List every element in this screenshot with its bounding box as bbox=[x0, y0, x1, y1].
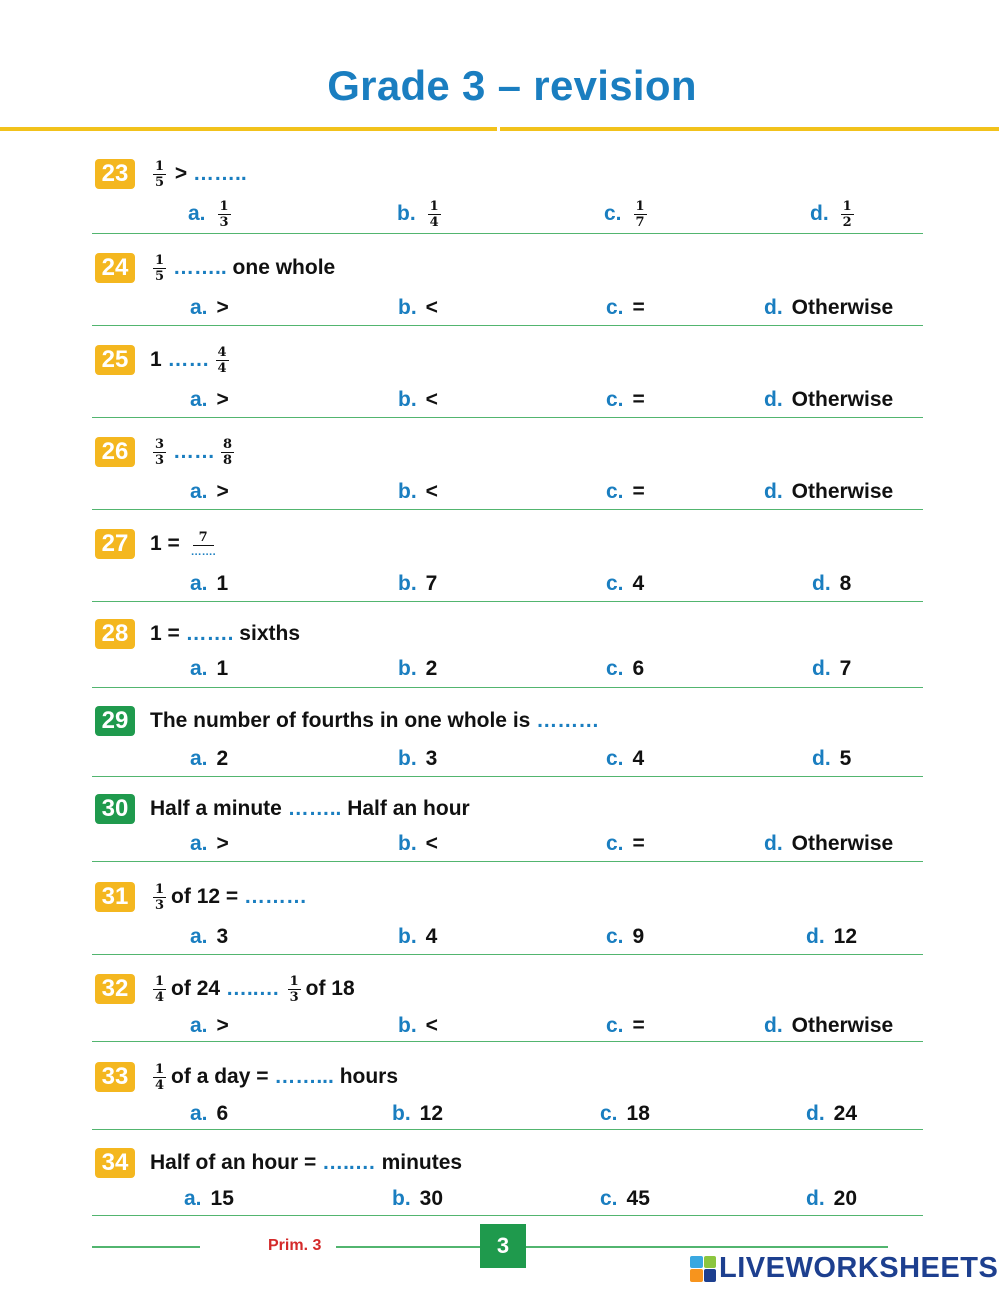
option-d[interactable]: d. 20 bbox=[806, 1187, 858, 1210]
fraction: $\frac{3}{3}$ bbox=[155, 436, 165, 468]
option-a[interactable]: a. $\frac{1}{3}$ bbox=[188, 198, 229, 230]
option-d[interactable]: d. Otherwise bbox=[764, 1014, 894, 1037]
question-26 bbox=[92, 430, 923, 510]
question-34 bbox=[92, 1142, 923, 1216]
stem-text: Half an hour bbox=[341, 797, 470, 820]
stem-text: 1 bbox=[150, 348, 168, 371]
footer-rule-left bbox=[92, 1246, 200, 1248]
answer-blank[interactable]: ……. bbox=[185, 622, 234, 645]
stem-text: Half of an hour = bbox=[150, 1151, 323, 1174]
option-d[interactable]: d. 24 bbox=[806, 1102, 858, 1125]
question-stem bbox=[150, 704, 599, 738]
option-a[interactable]: a. 1 bbox=[190, 572, 229, 595]
option-c[interactable]: c. 4 bbox=[606, 572, 645, 595]
footer-grade-label: Prim. 3 bbox=[268, 1237, 322, 1254]
option-a[interactable]: a. 6 bbox=[190, 1102, 229, 1125]
liveworksheets-logo-icon bbox=[690, 1256, 716, 1282]
option-d[interactable]: d. Otherwise bbox=[764, 832, 894, 855]
option-a[interactable]: a. > bbox=[190, 480, 229, 503]
option-c[interactable]: c. 18 bbox=[600, 1102, 650, 1125]
question-number-badge: 31 bbox=[95, 882, 135, 912]
question-stem bbox=[150, 880, 307, 914]
option-a[interactable]: a. 1 bbox=[190, 657, 229, 680]
question-24 bbox=[92, 246, 923, 326]
question-28 bbox=[92, 614, 923, 688]
answer-blank[interactable]: ……... bbox=[274, 1065, 334, 1088]
question-number-badge: 24 bbox=[95, 253, 135, 283]
question-stem bbox=[150, 792, 470, 826]
stem-text: of 24 bbox=[171, 977, 226, 1000]
fraction: $\frac{1}{5}$ bbox=[155, 158, 165, 190]
option-b[interactable]: b. < bbox=[398, 388, 438, 411]
option-b[interactable]: b. < bbox=[398, 296, 438, 319]
option-a[interactable]: a. 3 bbox=[190, 925, 229, 948]
question-number-badge: 33 bbox=[95, 1062, 135, 1092]
stem-text: of 12 = bbox=[171, 885, 244, 908]
option-b[interactable]: b. $\frac{1}{4}$ bbox=[397, 198, 439, 230]
stem-text: 1 = bbox=[150, 532, 186, 555]
question-number-badge: 29 bbox=[95, 706, 135, 736]
question-23 bbox=[92, 152, 923, 234]
question-30 bbox=[92, 789, 923, 862]
option-b[interactable]: b. 7 bbox=[398, 572, 438, 595]
stem-text: hours bbox=[333, 1065, 399, 1088]
option-b[interactable]: b. 30 bbox=[392, 1187, 444, 1210]
footer-rule-right bbox=[526, 1246, 888, 1248]
stem-text: of 18 bbox=[305, 977, 355, 1000]
option-c[interactable]: c. = bbox=[606, 480, 645, 503]
stem-text: sixths bbox=[233, 622, 300, 645]
question-number-badge: 30 bbox=[95, 794, 135, 824]
option-a[interactable]: a. 2 bbox=[190, 747, 229, 770]
answer-blank[interactable]: ……… bbox=[244, 885, 307, 908]
question-33 bbox=[92, 1054, 923, 1130]
option-c[interactable]: c. = bbox=[606, 1014, 645, 1037]
question-32 bbox=[92, 967, 923, 1042]
option-c[interactable]: c. = bbox=[606, 832, 645, 855]
option-b[interactable]: b. < bbox=[398, 480, 438, 503]
option-a[interactable]: a. > bbox=[190, 296, 229, 319]
question-number-badge: 34 bbox=[95, 1148, 135, 1178]
question-number-badge: 28 bbox=[95, 619, 135, 649]
option-b[interactable]: b. 12 bbox=[392, 1102, 444, 1125]
answer-blank[interactable]: …….. bbox=[287, 797, 342, 820]
option-c[interactable]: c. $\frac{1}{7}$ bbox=[604, 198, 645, 230]
stem-text: Half a minute bbox=[150, 797, 288, 820]
stem-text: The number of fourths in one whole is bbox=[150, 709, 537, 732]
fraction: $\frac{1}{4}$ bbox=[155, 1061, 165, 1093]
question-number-badge: 27 bbox=[95, 529, 135, 559]
question-number-badge: 23 bbox=[95, 159, 135, 189]
question-number-badge: 25 bbox=[95, 345, 135, 375]
question-stem bbox=[150, 617, 300, 651]
option-c[interactable]: c. = bbox=[606, 388, 645, 411]
option-d[interactable]: d. Otherwise bbox=[764, 388, 894, 411]
option-b[interactable]: b. 2 bbox=[398, 657, 438, 680]
option-d[interactable]: d. Otherwise bbox=[764, 296, 894, 319]
answer-blank[interactable]: …….. bbox=[173, 256, 227, 279]
liveworksheets-brand[interactable] bbox=[690, 1252, 998, 1285]
title-rule-right bbox=[500, 127, 999, 131]
stem-text: > bbox=[169, 162, 193, 185]
option-d[interactable]: d. 8 bbox=[812, 572, 852, 595]
option-b[interactable]: b. < bbox=[398, 1014, 438, 1037]
fraction: $\frac{4}{4}$ bbox=[217, 344, 227, 376]
option-a[interactable]: a. > bbox=[190, 1014, 229, 1037]
question-number-badge: 26 bbox=[95, 437, 135, 467]
question-stem bbox=[150, 435, 237, 469]
question-number-badge: 32 bbox=[95, 974, 135, 1004]
fraction: $\frac{1}{5}$ bbox=[155, 252, 165, 284]
stem-text: minutes bbox=[375, 1151, 463, 1174]
question-stem bbox=[150, 251, 335, 285]
option-c[interactable]: c. 9 bbox=[606, 925, 645, 948]
fraction-blank[interactable]: $\frac{7}{\dots\dots.}$ bbox=[190, 530, 216, 558]
question-29 bbox=[92, 700, 923, 777]
page-title: Grade 3 – revision bbox=[327, 62, 697, 109]
question-stem bbox=[150, 527, 221, 561]
stem-text: 1 = bbox=[150, 622, 186, 645]
question-stem bbox=[150, 343, 232, 377]
question-stem bbox=[150, 972, 355, 1006]
stem-text: of a day = bbox=[171, 1065, 275, 1088]
option-d[interactable]: d. 12 bbox=[806, 925, 858, 948]
option-c[interactable]: c. 4 bbox=[606, 747, 645, 770]
option-c[interactable]: c. 45 bbox=[600, 1187, 650, 1210]
page-number: 3 bbox=[480, 1224, 526, 1268]
answer-blank[interactable]: …..… bbox=[322, 1151, 376, 1174]
option-d[interactable]: d. 7 bbox=[812, 657, 852, 680]
answer-blank[interactable]: …… bbox=[173, 440, 216, 463]
option-b[interactable]: b. < bbox=[398, 832, 438, 855]
fraction: $\frac{1}{4}$ bbox=[155, 973, 165, 1005]
option-b[interactable]: b. 3 bbox=[398, 747, 438, 770]
fraction: $\frac{1}{3}$ bbox=[289, 973, 299, 1005]
option-d[interactable]: d. Otherwise bbox=[764, 480, 894, 503]
option-a[interactable]: a. 15 bbox=[184, 1187, 234, 1210]
question-stem bbox=[150, 1060, 398, 1094]
question-stem bbox=[150, 1146, 462, 1180]
option-a[interactable]: a. > bbox=[190, 832, 229, 855]
question-31 bbox=[92, 874, 923, 955]
option-b[interactable]: b. 4 bbox=[398, 925, 438, 948]
footer-rule-mid bbox=[336, 1246, 480, 1248]
brand-name: LIVEWORKSHEETS bbox=[719, 1252, 999, 1284]
title-rule-left bbox=[0, 127, 497, 131]
answer-blank[interactable]: …… bbox=[167, 348, 210, 371]
answer-blank[interactable]: …..… bbox=[225, 977, 280, 1000]
fraction: $\frac{8}{8}$ bbox=[223, 436, 233, 468]
stem-text: one whole bbox=[226, 256, 336, 279]
answer-blank[interactable]: ……… bbox=[536, 709, 600, 732]
option-c[interactable]: c. 6 bbox=[606, 657, 645, 680]
option-d[interactable]: d. 5 bbox=[812, 747, 852, 770]
question-27 bbox=[92, 522, 923, 602]
question-25 bbox=[92, 338, 923, 418]
option-d[interactable]: d. $\frac{1}{2}$ bbox=[810, 198, 852, 230]
fraction: $\frac{1}{3}$ bbox=[155, 881, 165, 913]
question-stem bbox=[150, 157, 247, 191]
answer-blank[interactable]: …….. bbox=[192, 162, 247, 185]
option-c[interactable]: c. = bbox=[606, 296, 645, 319]
option-a[interactable]: a. > bbox=[190, 388, 229, 411]
